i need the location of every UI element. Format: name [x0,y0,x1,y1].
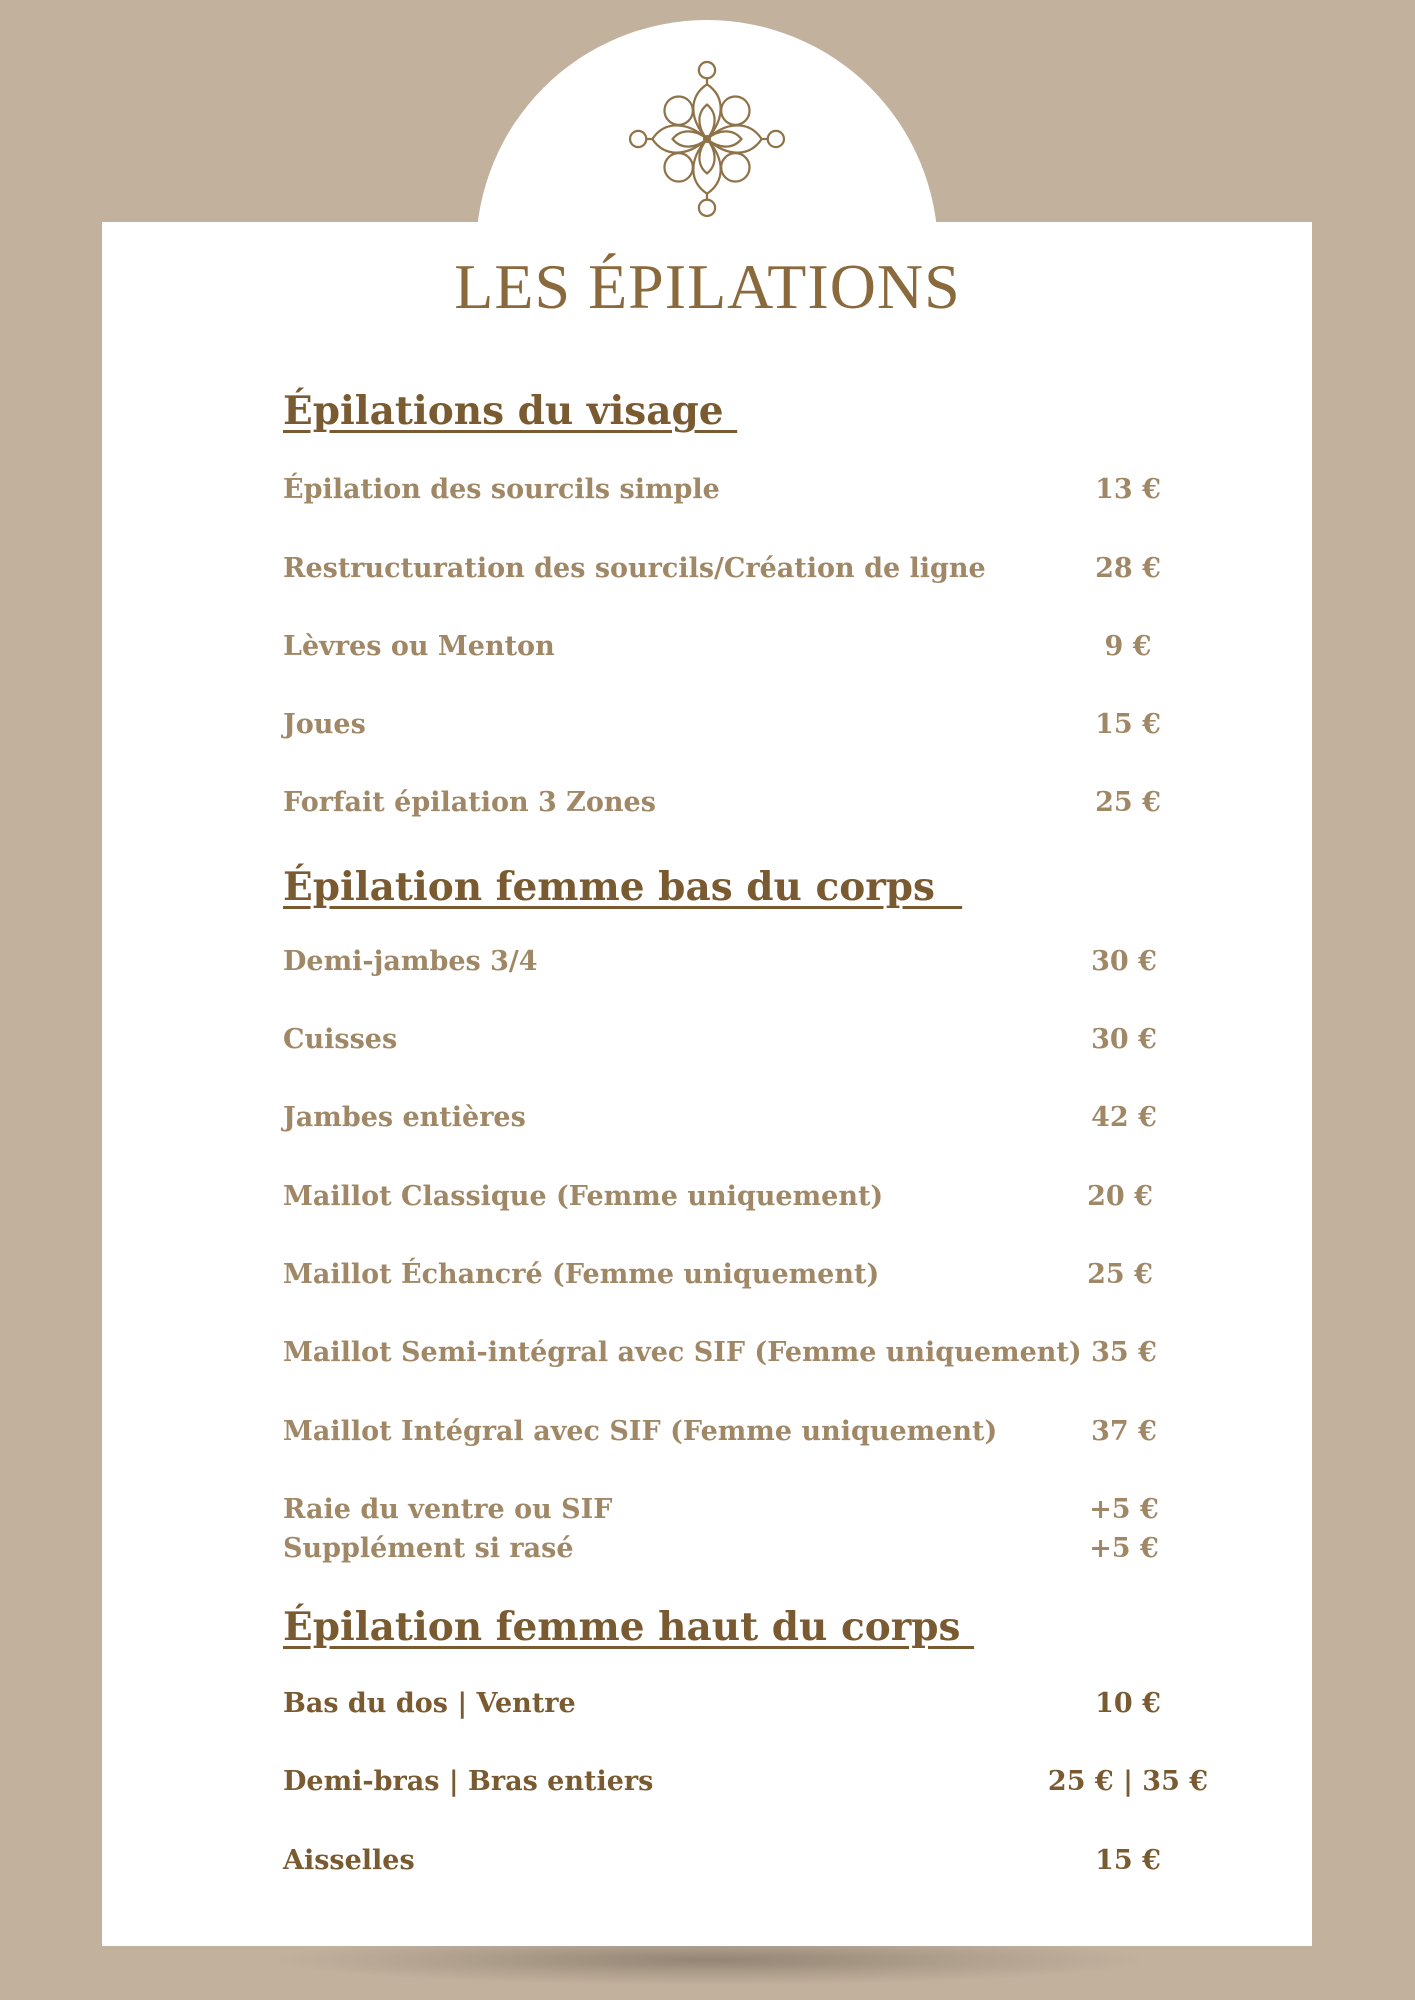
item-label: Joues [283,709,366,740]
item-price: +5 € [1089,1533,1159,1564]
item-price: 15 € [1095,1845,1161,1876]
section-title-haut-du-corps: Épilation femme haut du corps [283,1604,975,1650]
item-label: Demi-bras | Bras entiers [283,1766,654,1797]
item-price: 20 € [1087,1181,1153,1212]
item-label: Demi-jambes 3/4 [283,946,538,977]
item-price: 9 € [1104,631,1152,662]
decorative-knot-icon [626,58,788,220]
section-title-bas-du-corps: Épilation femme bas du corps [283,864,963,910]
item-price: 37 € [1091,1416,1157,1447]
section-title-visage: Épilations du visage [283,388,738,434]
item-price: 42 € [1091,1102,1157,1133]
item-label: Lèvres ou Menton [283,631,555,662]
item-label: Bas du dos | Ventre [283,1688,576,1719]
item-price: 25 € [1087,1259,1153,1290]
item-price: 13 € [1095,474,1161,505]
page-title: LES ÉPILATIONS [454,251,961,322]
item-price: 25 € [1095,787,1161,818]
item-price: 25 € | 35 € [1047,1766,1209,1797]
item-price: 35 € [1091,1337,1157,1368]
item-label: Maillot Échancré (Femme uniquement) [283,1259,880,1290]
item-label: Maillot Intégral avec SIF (Femme uniquement) [283,1416,998,1447]
item-label: Cuisses [283,1024,398,1055]
item-label: Maillot Classique (Femme uniquement) [283,1181,884,1212]
item-price: +5 € [1089,1494,1159,1525]
item-label: Restructuration des sourcils/Création de ligne [283,553,986,584]
item-label: Aisselles [283,1845,415,1876]
item-label: Épilation des sourcils simple [283,474,720,505]
item-label: Jambes entières [283,1102,526,1133]
item-price: 10 € [1095,1688,1161,1719]
item-price: 28 € [1095,553,1161,584]
item-label: Forfait épilation 3 Zones [283,787,656,818]
item-price: 30 € [1091,1024,1157,1055]
item-price: 30 € [1091,946,1157,977]
item-label: Raie du ventre ou SIF [283,1494,613,1525]
item-label: Maillot Semi-intégral avec SIF (Femme uniquement) [283,1337,1082,1368]
item-label: Supplément si rasé [283,1533,574,1564]
item-price: 15 € [1095,709,1161,740]
